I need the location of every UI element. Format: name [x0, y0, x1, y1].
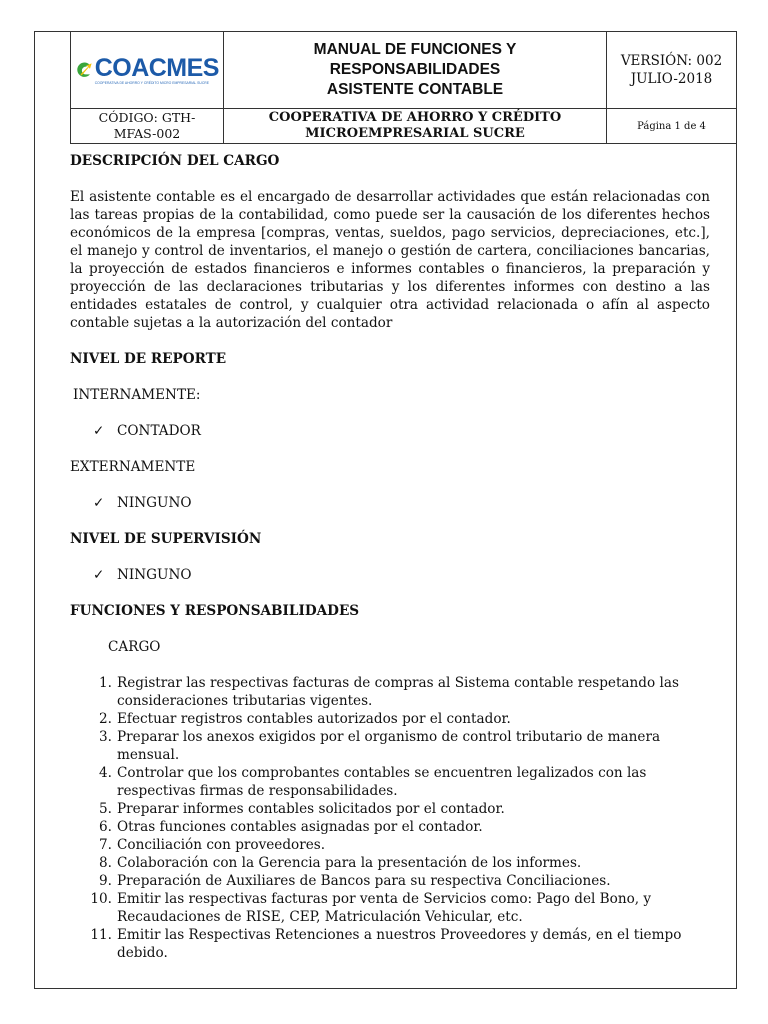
- coacmes-logo: [75, 52, 219, 88]
- function-item: [70, 800, 710, 818]
- org-line-2: MICROEMPRESARIAL SUCRE: [305, 126, 525, 141]
- page-number: Página 1 de 4: [607, 109, 737, 144]
- title-line-2: RESPONSABILIDADES: [329, 61, 501, 78]
- functions-heading: FUNCIONES Y RESPONSABILIDADES: [70, 603, 360, 619]
- cargo-label: CARGO: [108, 639, 161, 655]
- description-paragraph: El asistente contable es el encargado de desarrollar actividades que están relacionadas con las tareas propias de la contabilidad, como puede ser la causación de los diferentes hechos económicos de la empresa [compras, ventas, sueldos, pago servicios, depreciaciones, etc.], el manejo y control de inventarios, el manejo o gestión de cartera, conciliaciones bancarias, la proyección de estados financieros e informes contables o financieros, la preparación y proyección de las declaraciones tributarias y los diferentes informes con destino a las entidades estatales de control, y cualquier otra actividad relacionada o afín al aspecto contable sujetas a la autorización del contador: [70, 189, 710, 331]
- function-number: 6.: [99, 819, 112, 835]
- function-text: Emitir las Respectivas Retenciones a nuestros Proveedores y demás, en el tiempo debido.: [117, 927, 682, 961]
- document-header: [70, 31, 737, 144]
- supervision-item-text: NINGUNO: [117, 567, 192, 583]
- function-number: 10.: [90, 891, 112, 907]
- function-item: [70, 710, 710, 728]
- internal-item-text: CONTADOR: [117, 423, 201, 439]
- function-text: Conciliación con proveedores.: [117, 837, 326, 853]
- code-line-2: MFAS-002: [113, 126, 181, 141]
- function-text: Preparación de Auxiliares de Bancos para su respectiva Conciliaciones.: [117, 873, 611, 889]
- function-text: Colaboración con la Gerencia para la presentación de los informes.: [117, 855, 582, 871]
- function-text: Otras funciones contables asignadas por el contador.: [117, 819, 483, 835]
- version-label: VERSIÓN: 002: [620, 53, 723, 69]
- function-text: Preparar informes contables solicitados por el contador.: [117, 801, 505, 817]
- external-item: [70, 494, 710, 512]
- function-item: [70, 872, 710, 890]
- function-item: [70, 818, 710, 836]
- code-line-1: CÓDIGO: GTH-: [98, 110, 196, 125]
- function-item: [70, 926, 710, 962]
- supervision-item: [70, 566, 710, 584]
- document-code: [71, 109, 224, 144]
- external-item-text: NINGUNO: [117, 495, 192, 511]
- function-text: Controlar que los comprobantes contables se encuentren legalizados con las respectivas firmas de responsabilidades.: [117, 765, 647, 799]
- function-text: Emitir las respectivas facturas por venta de Servicios como: Pago del Bono, y Recaudaciones de RISE, CEP, Matriculación Vehicular, etc.: [117, 891, 652, 925]
- logo-cell: [71, 32, 224, 109]
- function-number: 4.: [99, 765, 112, 781]
- org-line-1: COOPERATIVA DE AHORRO Y CRÉDITO: [268, 110, 562, 125]
- checkmark-icon: ✓: [93, 423, 105, 439]
- function-item: [70, 836, 710, 854]
- logo-name: COACMES: [94, 53, 219, 82]
- function-text: Preparar los anexos exigidos por el organismo de control tributario de manera mensual.: [117, 729, 661, 763]
- function-item: [70, 854, 710, 872]
- logo-emblem-icon: [75, 52, 93, 88]
- document-title: [224, 32, 607, 109]
- function-number: 11.: [90, 927, 112, 943]
- function-item: [70, 764, 710, 800]
- function-number: 7.: [99, 837, 112, 853]
- function-number: 1.: [99, 675, 112, 691]
- organization-name: [224, 109, 607, 144]
- title-line-1: MANUAL DE FUNCIONES Y: [313, 41, 517, 58]
- function-item: [70, 890, 710, 926]
- function-item: [70, 728, 710, 764]
- internal-label: INTERNAMENTE:: [73, 387, 201, 403]
- external-label: EXTERNAMENTE: [70, 459, 196, 475]
- function-number: 2.: [99, 711, 112, 727]
- document-body: [70, 152, 710, 962]
- function-text: Efectuar registros contables autorizados por el contador.: [117, 711, 511, 727]
- checkmark-icon: ✓: [93, 567, 105, 583]
- function-number: 9.: [99, 873, 112, 889]
- description-heading: DESCRIPCIÓN DEL CARGO: [70, 153, 280, 169]
- title-line-3: ASISTENTE CONTABLE: [326, 81, 504, 98]
- function-number: 5.: [99, 801, 112, 817]
- report-level-heading: NIVEL DE REPORTE: [70, 351, 227, 367]
- version-cell: [607, 32, 737, 109]
- supervision-heading: NIVEL DE SUPERVISIÓN: [70, 531, 262, 547]
- functions-list: [70, 674, 710, 962]
- function-number: 3.: [99, 729, 112, 745]
- function-item: [70, 674, 710, 710]
- checkmark-icon: ✓: [93, 495, 105, 511]
- function-number: 8.: [99, 855, 112, 871]
- function-text: Registrar las respectivas facturas de compras al Sistema contable respetando las consideraciones tributarias vigentes.: [117, 675, 679, 709]
- version-date: JULIO-2018: [630, 71, 713, 87]
- internal-item: [70, 422, 710, 440]
- logo-tagline: COOPERATIVA DE AHORRO Y CRÉDITO MICRO EMPRESARIAL SUCRE: [94, 80, 209, 85]
